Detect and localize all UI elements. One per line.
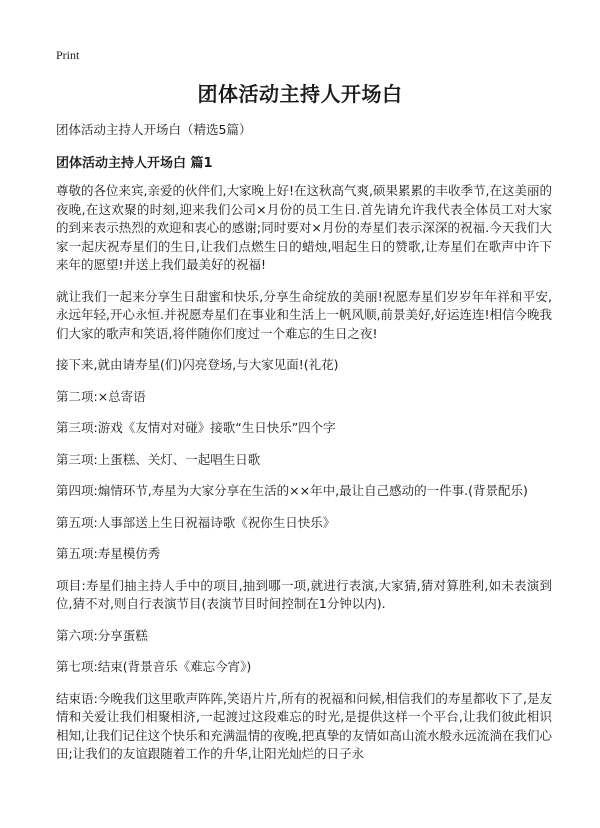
agenda-item: 第三项:上蛋糕、关灯、一起唱生日歌 bbox=[56, 451, 261, 467]
agenda-item: 第五项:人事部送上生日祝福诗歌《祝你生日快乐》 bbox=[56, 514, 336, 530]
opening-paragraph: 尊敬的各位来宾,亲爱的伙伴们,大家晚上好!在这秋高气爽,硕果累累的丰收季节,在这美丽的夜晚,在这欢聚的时刻,迎来我们公司×月份的员工生日.首先请允许我代表全体员工对大家的到来表示热烈的欢迎和衷心的感谢;同时要对×月份的寿星们表示深深的祝福.今天我们大家一起庆祝寿星们的生日,让我们点燃生日的蜡烛,唱起生日的赞歌,让寿星们在歌声中许下来年的愿望!并送上我们最美好的祝福! bbox=[56, 183, 552, 272]
agenda-item: 第六项:分享蛋糕 bbox=[56, 627, 148, 643]
agenda-item: 第三项:游戏《友情对对碰》接歌“生日快乐”四个字 bbox=[56, 420, 336, 435]
document-title: 团体活动主持人开场白 bbox=[197, 82, 403, 106]
print-link[interactable]: Print bbox=[56, 48, 80, 62]
agenda-item: 第二项:×总寄语 bbox=[56, 388, 146, 404]
agenda-item: 第四项:煽情环节,寿星为大家分享在生活的××年中,最让自己感动的一件事.(背景配乐) bbox=[56, 483, 528, 498]
document-body bbox=[56, 120, 552, 777]
closing-paragraph: 结束语:今晚我们这里歌声阵阵,笑语片片,所有的祝福和问候,相信我们的寿星都收下了,是友情和关爱让我们相聚相济,一起渡过这段难忘的时光,是提供这样一个平台,让我们彼此相识相知,让我们记住这个快乐和充满温情的夜晚,把真挚的友情如高山流水般永远流淌在我们心田;让我们的友谊跟随着工作的升华,让阳光灿烂的日子永 bbox=[56, 690, 552, 761]
paragraph: 接下来,就由请寿星(们)闪亮登场,与大家见面!(礼花) bbox=[56, 357, 339, 372]
agenda-item: 第五项:寿星模仿秀 bbox=[56, 546, 161, 561]
document-subtitle: 团体活动主持人开场白（精选5篇） bbox=[56, 122, 252, 137]
section-heading: 团体活动主持人开场白 篇1 bbox=[56, 156, 213, 171]
blessing-paragraph: 就让我们一起来分享生日甜蜜和快乐,分享生命绽放的美丽!祝愿寿星们岁岁年年祥和平安,永远年轻,开心永恒.并祝愿寿星们在事业和生活上一帆风顺,前景美好,好运连连!相信今晚我们大家的歌声和笑语,将伴随你们度过一个难忘的生日之夜! bbox=[56, 288, 552, 341]
agenda-item: 第七项:结束(背景音乐《难忘今宵》) bbox=[56, 659, 252, 674]
project-description: 项目:寿星们抽主持人手中的项目,抽到哪一项,就进行表演,大家猜,猜对算胜利,如未表演到位,猜不对,则自行表演节目(表演节目时间控制在1分钟以内). bbox=[56, 577, 552, 611]
